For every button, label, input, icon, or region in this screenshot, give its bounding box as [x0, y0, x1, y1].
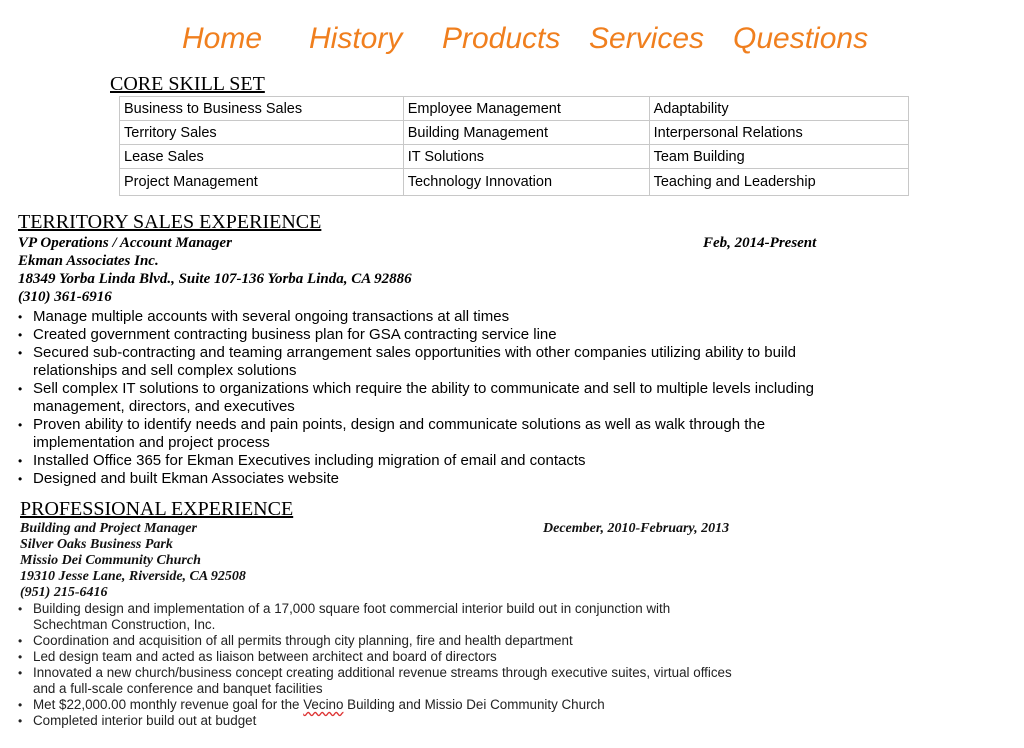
table-cell: Project Management — [120, 169, 404, 196]
table-cell: Building Management — [403, 121, 649, 145]
territory-dates: Feb, 2014-Present — [703, 235, 817, 251]
spellcheck-word: Vecino — [303, 697, 344, 712]
territory-bullet-list — [18, 308, 818, 488]
nav-products-link[interactable]: Products — [442, 22, 561, 55]
table-row — [120, 97, 909, 121]
table-cell: Territory Sales — [120, 121, 404, 145]
table-row — [120, 145, 909, 169]
list-item: • Manage multiple accounts with several ongoing transactions at all times — [18, 308, 818, 326]
list-item: • Completed interior build out at budget — [18, 713, 738, 729]
table-cell: Business to Business Sales — [120, 97, 404, 121]
core-skills-table — [119, 96, 909, 196]
professional-dates: December, 2010-February, 2013 — [543, 521, 730, 536]
nav-questions-link[interactable]: Questions — [733, 22, 869, 55]
bullet-text: Building and Missio Dei Community Church — [343, 697, 605, 712]
professional-company-1: Silver Oaks Business Park — [20, 537, 173, 552]
table-cell: Interpersonal Relations — [649, 121, 908, 145]
nav-history-link[interactable]: History — [309, 22, 403, 55]
territory-section-title: TERRITORY SALES EXPERIENCE — [18, 211, 322, 233]
territory-company: Ekman Associates Inc. — [18, 253, 159, 269]
table-cell: Team Building — [649, 145, 908, 169]
table-row — [120, 121, 909, 145]
list-item: • Secured sub-contracting and teaming arrangement sales opportunities with other companies utilizing ability to build relationships and sell complex solutions — [18, 344, 818, 380]
list-item: • Sell complex IT solutions to organizations which require the ability to communicate and sell to multiple levels including management, directors, and executives — [18, 380, 818, 416]
list-item: • Proven ability to identify needs and pain points, design and communicate solutions as well as walk through the implementation and project process — [18, 416, 818, 452]
list-item: • Innovated a new church/business concept creating additional revenue streams through executive suites, virtual offices and a full-scale conference and banquet facilities — [18, 665, 738, 697]
list-item — [18, 697, 738, 713]
table-cell: Adaptability — [649, 97, 908, 121]
core-skills-title: CORE SKILL SET — [110, 73, 265, 95]
nav-home-link[interactable]: Home — [182, 22, 263, 55]
professional-section-title: PROFESSIONAL EXPERIENCE — [20, 498, 294, 520]
table-cell: Employee Management — [403, 97, 649, 121]
list-item: • Installed Office 365 for Ekman Executives including migration of email and contacts — [18, 452, 818, 470]
list-item: • Led design team and acted as liaison between architect and board of directors — [18, 649, 738, 665]
territory-address: 18349 Yorba Linda Blvd., Suite 107-136 Yorba Linda, CA 92886 — [18, 271, 412, 287]
professional-company-2: Missio Dei Community Church — [20, 553, 201, 568]
table-row — [120, 169, 909, 196]
professional-bullet-list — [18, 601, 738, 729]
list-item: • Designed and built Ekman Associates website — [18, 470, 818, 488]
table-cell: Lease Sales — [120, 145, 404, 169]
professional-phone: (951) 215-6416 — [20, 585, 108, 600]
list-item: • Building design and implementation of a 17,000 square foot commercial interior build out in conjunction with Schechtman Construction, Inc. — [18, 601, 738, 633]
territory-phone: (310) 361-6916 — [18, 289, 112, 305]
nav-services-link[interactable]: Services — [589, 22, 705, 55]
bullet-text: Met $22,000.00 monthly revenue goal for the — [33, 697, 304, 712]
professional-address: 19310 Jesse Lane, Riverside, CA 92508 — [20, 569, 246, 584]
territory-role: VP Operations / Account Manager — [18, 235, 232, 251]
list-item: • Coordination and acquisition of all permits through city planning, fire and health department — [18, 633, 738, 649]
list-item: • Created government contracting business plan for GSA contracting service line — [18, 326, 818, 344]
table-cell: Technology Innovation — [403, 169, 649, 196]
professional-role: Building and Project Manager — [20, 521, 197, 536]
table-cell: Teaching and Leadership — [649, 169, 908, 196]
top-nav — [0, 22, 1024, 62]
table-cell: IT Solutions — [403, 145, 649, 169]
